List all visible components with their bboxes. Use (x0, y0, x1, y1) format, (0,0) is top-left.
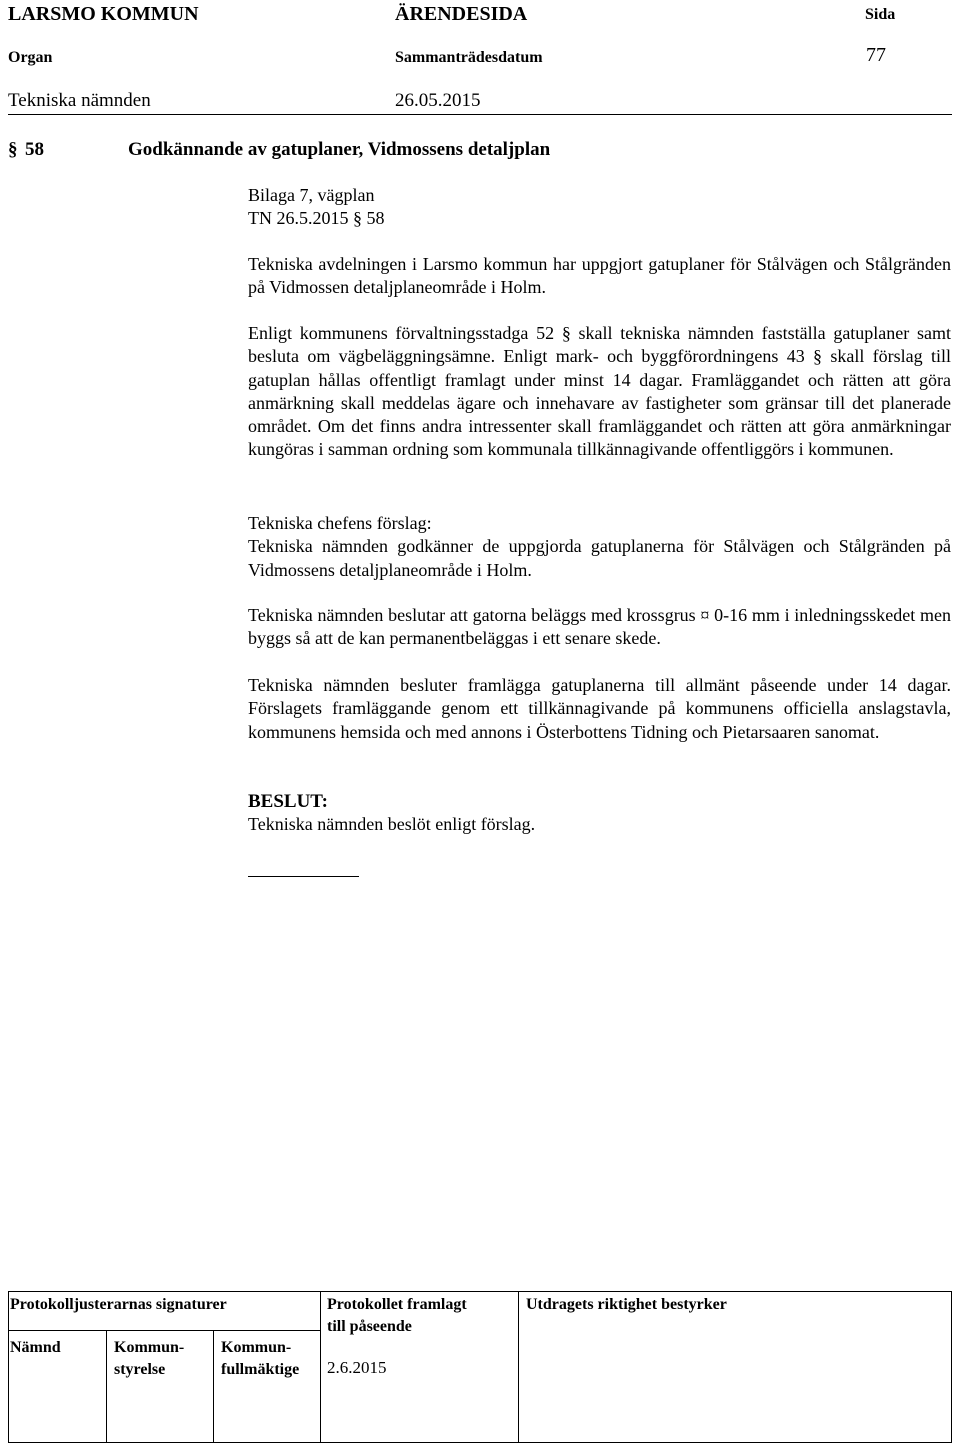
col-kommunstyrelse (114, 1337, 184, 1381)
extract-label: Utdragets riktighet bestyrker (526, 1296, 727, 1313)
paragraph-4 (248, 604, 951, 651)
decision-text: Tekniska nämnden beslöt enligt förslag. (248, 814, 536, 835)
published-date: 2.6.2015 (327, 1358, 387, 1377)
attachment-line-2: TN 26.5.2015 § 58 (248, 208, 385, 229)
section-sign: § (8, 139, 18, 160)
published-label-line-1: Protokollet framlagt (327, 1296, 467, 1313)
header-rule (8, 114, 952, 115)
attachment-line-1: Bilaga 7, vägplan (248, 185, 375, 205)
organ-value: Tekniska nämnden (8, 90, 151, 111)
paragraph-5-text: Tekniska nämnden besluter framlägga gatuplanerna till allmänt påseende under 14 dagar. Förslagets framläggande genom ett tillkännagivande på kommunens officiella anslagstavla, kommunens hemsida och med annons i Österbottens Tidning och Pietarsaaren sanomat. (248, 675, 951, 742)
proposal (248, 512, 951, 582)
paragraph-1 (248, 253, 951, 300)
attachments (248, 184, 951, 231)
footer-col-divider-b (213, 1330, 214, 1443)
footer-divider-1 (320, 1291, 321, 1443)
published-label (327, 1294, 467, 1338)
signatures-label: Protokolljusterarnas signaturer (10, 1296, 227, 1313)
page-type: ÄRENDESIDA (395, 3, 528, 25)
col-kommunfullmaktige (221, 1337, 299, 1381)
paragraph-2 (248, 322, 951, 462)
item-title: Godkännande av gatuplaner, Vidmossens detaljplan (128, 139, 551, 160)
paragraph-1-text: Tekniska avdelningen i Larsmo kommun har uppgjort gatuplaner för Stålvägen och Stålgränden på Vidmossen detaljplaneområde i Holm. (248, 254, 951, 298)
meeting-date-label: Sammanträdesdatum (395, 49, 543, 66)
footer-col-divider-a (106, 1330, 107, 1443)
footer-divider-2 (518, 1291, 519, 1443)
item-number: 58 (25, 139, 44, 160)
footer-inner-rule (8, 1330, 320, 1331)
municipality-name: LARSMO KOMMUN (8, 3, 199, 25)
page-label: Sida (865, 6, 896, 23)
col-kommunfullmaktige-line-1: Kommun- (221, 1339, 292, 1356)
col-kommunstyrelse-line-1: Kommun- (114, 1339, 185, 1356)
col-kommunstyrelse-line-2: styrelse (114, 1361, 166, 1378)
col-kommunfullmaktige-line-2: fullmäktige (221, 1361, 300, 1378)
footer-left-border (8, 1291, 9, 1443)
paragraph-3-text: Tekniska nämnden godkänner de uppgjorda gatuplanerna för Stålvägen och Stålgränden på Vidmossens detaljplaneområde i Holm. (248, 536, 951, 580)
decision (248, 790, 951, 837)
paragraph-2-text: Enligt kommunens förvaltningsstadga 52 § skall tekniska nämnden fastställa gatuplaner samt besluta om vägbeläggningsämne. Enligt mark- och byggförordningens 43 § skall förslag till gatuplan hållas offentligt framlagt under minst 14 dagar. Framläggandet och rätten att göra anmärkning skall meddelas ägare och innehavare av fastigheter som gränsar till det planerade området. Om det finns andra intressenter skall framläggandet och rätten att göra anmärkningar kungöras i samman ordning som kommunala tillkännagivande offentliggörs i kommunen. (248, 323, 951, 460)
footer-bottom-rule (8, 1442, 952, 1443)
published-label-line-2: till påseende (327, 1318, 412, 1335)
paragraph-5 (248, 674, 951, 744)
end-rule (248, 876, 359, 877)
page-number: 77 (866, 44, 886, 66)
paragraph-4-text: Tekniska nämnden beslutar att gatorna beläggs med krossgrus ¤ 0-16 mm i inledningsskedet men byggs så att de kan permanentbeläggas i ett senare skede. (248, 605, 951, 649)
organ-label: Organ (8, 49, 53, 66)
footer-right-border (951, 1291, 952, 1443)
decision-label: BESLUT: (248, 791, 328, 812)
footer-top-rule (8, 1291, 952, 1292)
meeting-date-value: 26.05.2015 (395, 90, 481, 111)
col-namnd: Nämnd (10, 1339, 61, 1356)
proposal-label: Tekniska chefens förslag: (248, 513, 432, 533)
